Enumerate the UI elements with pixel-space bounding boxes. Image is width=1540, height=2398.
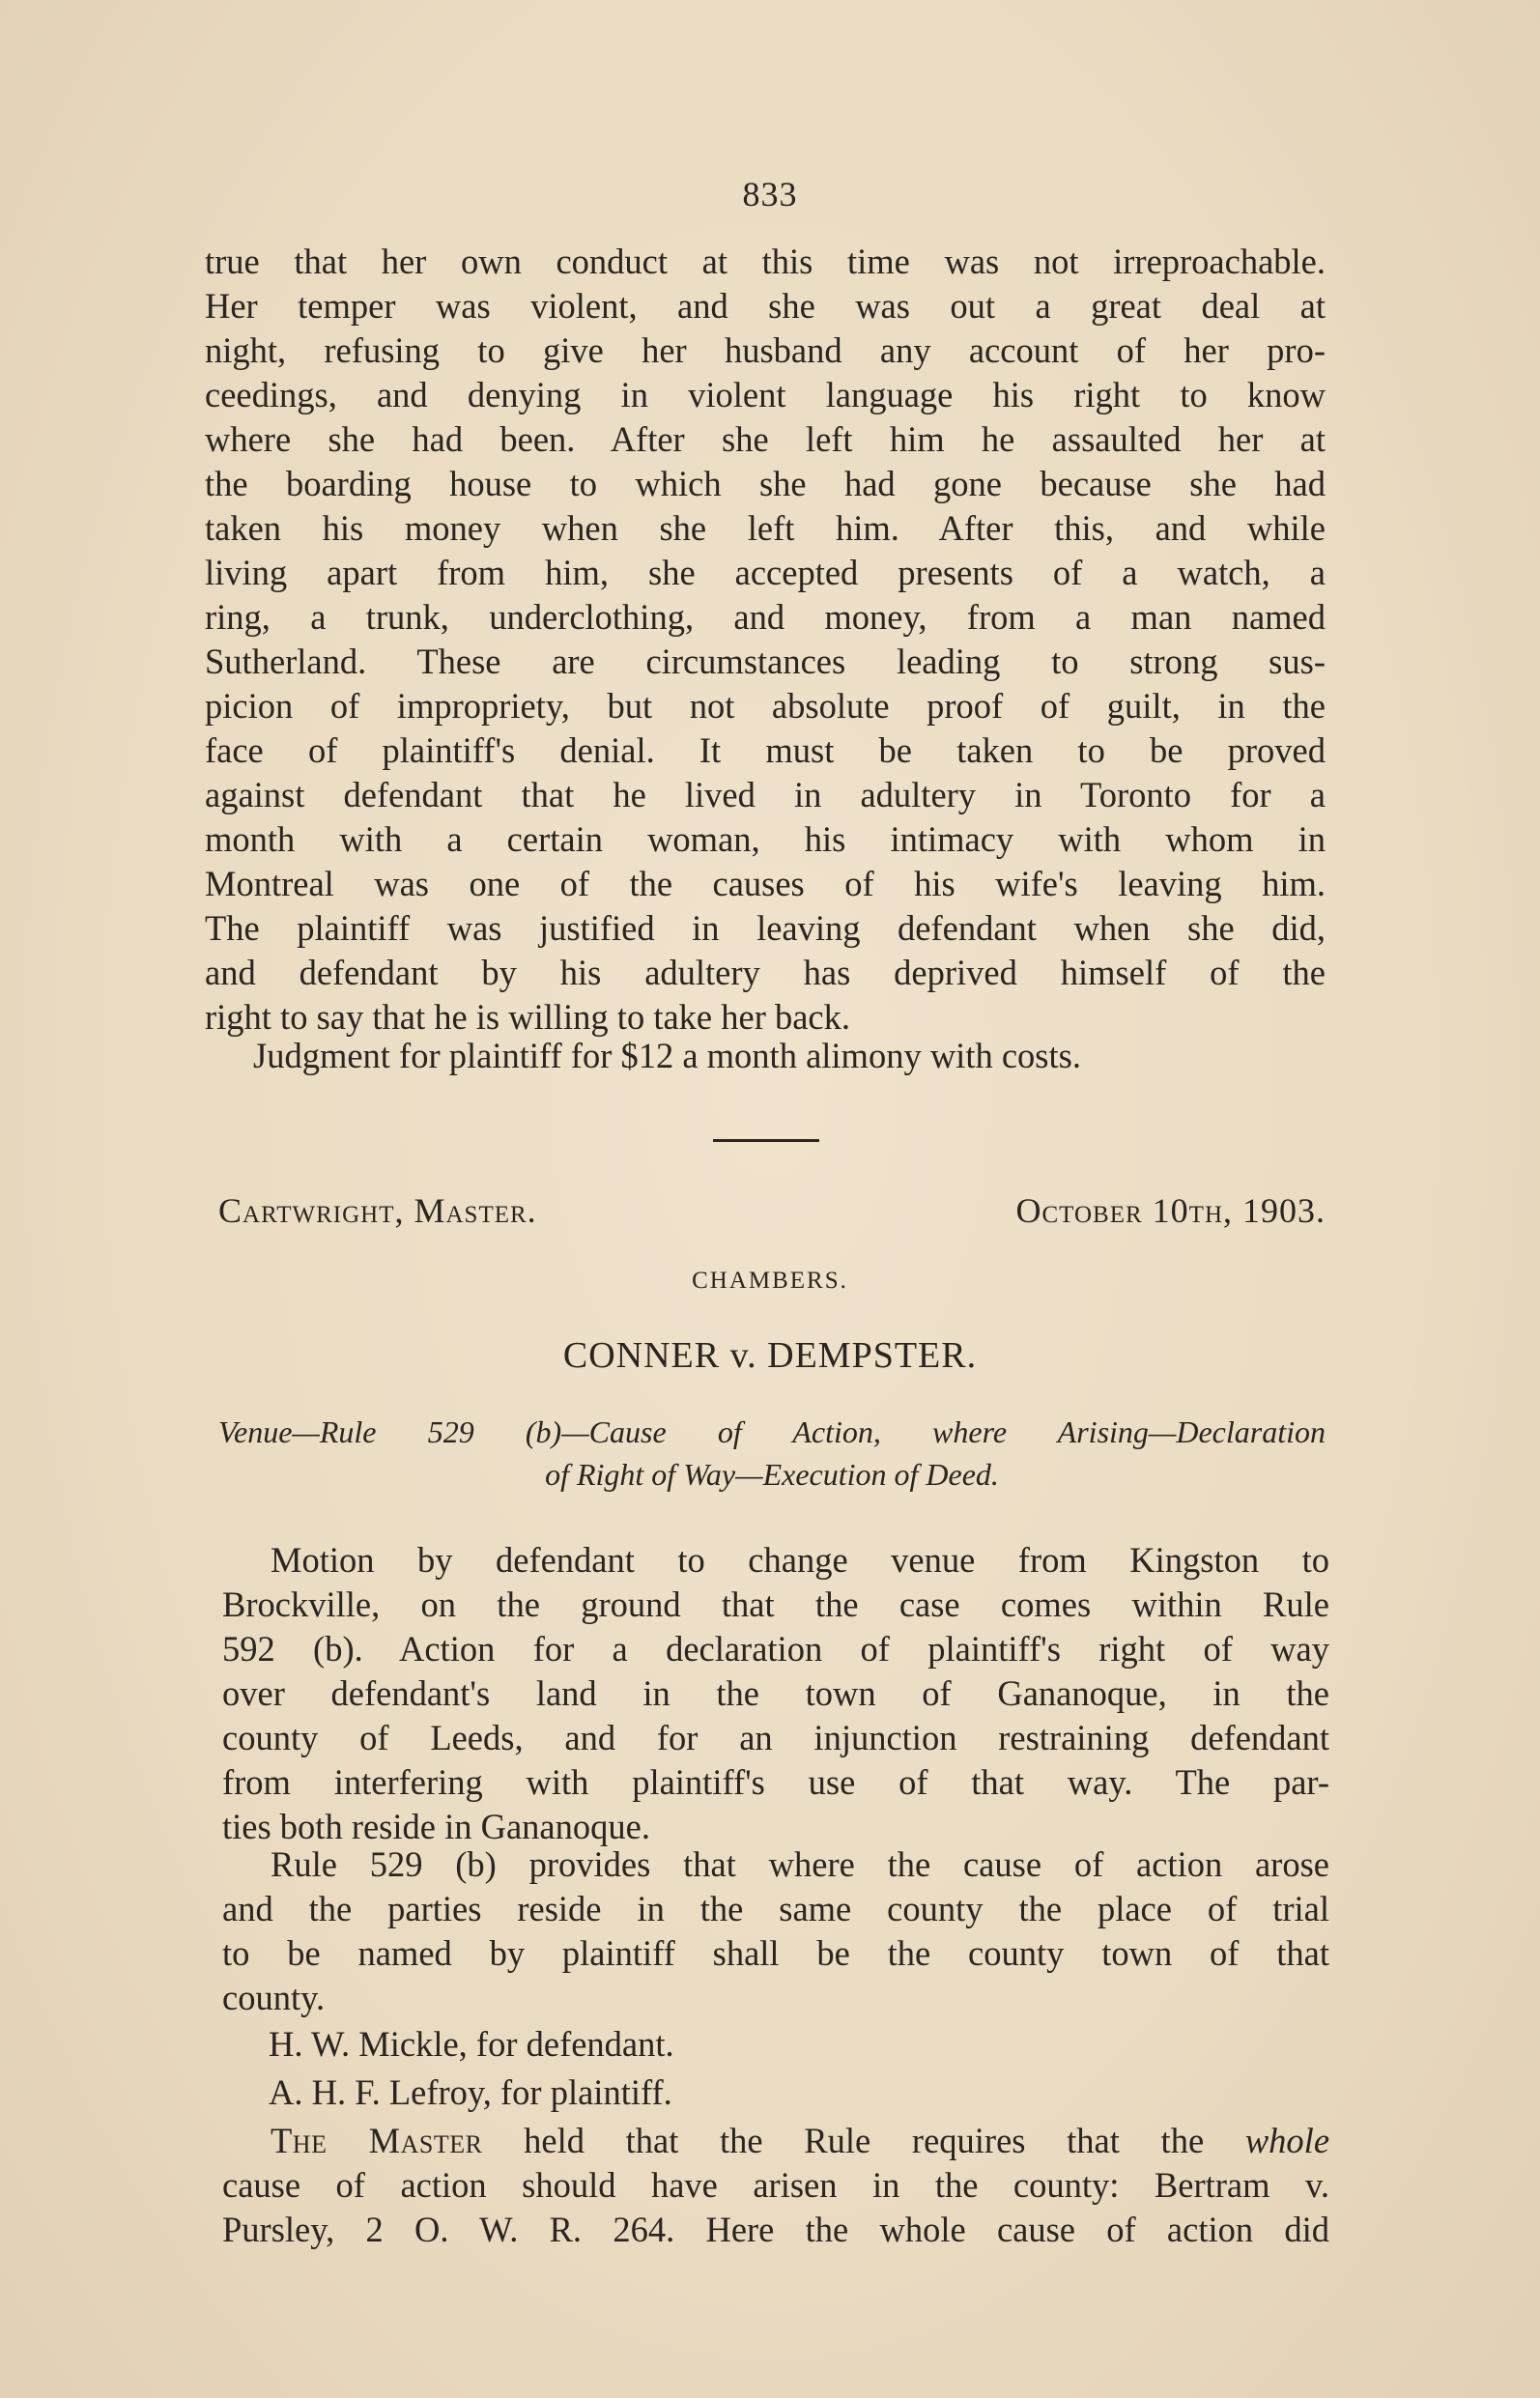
text-line: cause of action should have arisen in the county: Bertram v.: [222, 2165, 1329, 2205]
decision-date: October 10th, 1903.: [1015, 1191, 1326, 1230]
text-line: face of plaintiff's denial. It must be taken to be proved: [205, 730, 1326, 770]
text-line: Rule 529 (b) provides that where the cause of action arose: [271, 1844, 1329, 1884]
text-line: The plaintiff was justified in leaving defendant when she did,: [205, 908, 1326, 948]
text-line: living apart from him, she accepted presents of a watch, a: [205, 553, 1326, 592]
headnote: [218, 1411, 1326, 1496]
text-line: the boarding house to which she had gone because she had: [205, 464, 1326, 503]
headnote-line: Venue—Rule 529 (b)—Cause of Action, where Arising—Declaration: [218, 1414, 1326, 1449]
text-line: Brockville, on the ground that the case comes within Rule: [222, 1584, 1329, 1624]
text-line: county of Leeds, and for an injunction restraining defendant: [222, 1718, 1329, 1757]
judgment-line: Judgment for plaintiff for $12 a month alimony with costs.: [253, 1036, 1081, 1075]
text-line: Sutherland. These are circumstances leading to strong sus-: [205, 642, 1326, 681]
text-fragment: held that the Rule requires that the: [482, 2121, 1245, 2160]
counsel-plaintiff: A. H. F. Lefroy, for plaintiff.: [269, 2072, 672, 2112]
emphasis-whole: whole: [1244, 2121, 1330, 2160]
master-lead: The Master: [271, 2121, 483, 2160]
text-line: 592 (b). Action for a declaration of plaintiff's right of way: [222, 1629, 1329, 1669]
court-name: CHAMBERS.: [692, 1268, 848, 1294]
text-line: and defendant by his adultery has deprived himself of the: [205, 953, 1326, 992]
text-line: night, refusing to give her husband any account of her pro-: [205, 330, 1326, 370]
judgment-paragraph: [205, 1034, 1326, 1078]
text-line: to be named by plaintiff shall be the county town of that: [222, 1933, 1329, 1973]
case-title: CONNER v. DEMPSTER.: [562, 1335, 978, 1376]
master-paragraph: [222, 2119, 1329, 2252]
paragraph-continued: [205, 240, 1326, 1040]
text-line: Montreal was one of the causes of his wife's leaving him.: [205, 864, 1326, 903]
text-line: picion of impropriety, but not absolute proof of guilt, in the: [205, 686, 1326, 726]
text-line: ties both reside in Gananoque.: [222, 1807, 650, 1846]
text-line: ring, a trunk, underclothing, and money, from a man named: [205, 597, 1326, 637]
text-line: county.: [222, 1978, 326, 2017]
page-number: 833: [742, 175, 798, 214]
text-line: Motion by defendant to change venue from Kingston to: [271, 1540, 1329, 1580]
text-line: true that her own conduct at this time was not irreproachable.: [205, 242, 1326, 281]
text-line: ceedings, and denying in violent language his right to know: [205, 375, 1326, 414]
counsel-defendant: H. W. Mickle, for defendant.: [269, 2024, 674, 2064]
text-line: taken his money when she left him. After this, and while: [205, 508, 1326, 548]
text-line: from interfering with plaintiff's use of that way. The par-: [222, 1762, 1329, 1802]
text-line: month with a certain woman, his intimacy with whom in: [205, 819, 1326, 859]
case-header: [218, 1190, 1326, 1231]
section-divider: [713, 1139, 819, 1142]
text-line: and the parties reside in the same county the place of trial: [222, 1889, 1329, 1928]
motion-paragraph: [222, 1538, 1329, 1849]
judge-name: Cartwright, Master.: [218, 1191, 537, 1230]
text-line: over defendant's land in the town of Gananoque, in the: [222, 1673, 1329, 1713]
headnote-line: of Right of Way—Execution of Deed.: [545, 1457, 999, 1492]
text-line: right to say that he is willing to take her back.: [205, 997, 850, 1037]
text-line: against defendant that he lived in adultery in Toronto for a: [205, 775, 1326, 814]
rule-paragraph: [222, 1842, 1329, 2020]
text-line: where she had been. After she left him he assaulted her at: [205, 419, 1326, 459]
text-line: Pursley, 2 O. W. R. 264. Here the whole cause of action did: [222, 2210, 1329, 2249]
text-line: [222, 2119, 1329, 2163]
text-line: Her temper was violent, and she was out a great deal at: [205, 286, 1326, 326]
